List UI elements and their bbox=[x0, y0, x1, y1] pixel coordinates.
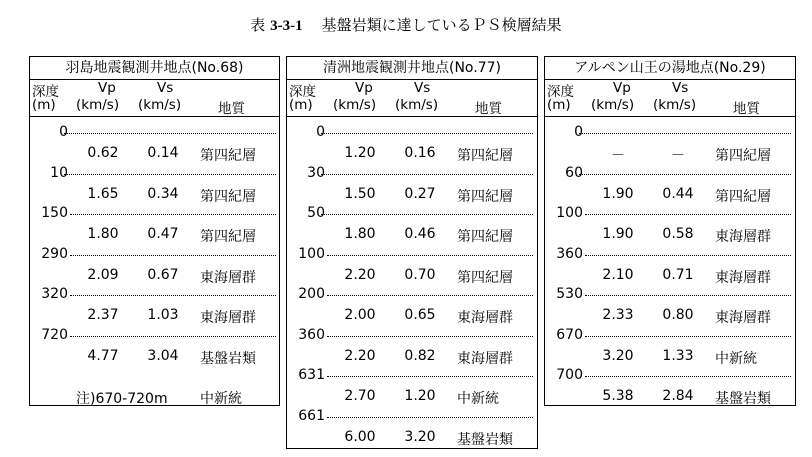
depth-label: 150 bbox=[41, 205, 68, 221]
vp-value: 2.70 bbox=[344, 388, 376, 404]
vp-value: 1.50 bbox=[344, 185, 376, 202]
header-depth: 深度 bbox=[32, 84, 59, 100]
geology-value: 東海層群 bbox=[715, 229, 771, 245]
vp-value: 2.09 bbox=[87, 266, 119, 283]
geology-value: 東海層群 bbox=[200, 310, 256, 326]
depth-boundary bbox=[579, 133, 791, 134]
depth-boundary bbox=[327, 376, 533, 377]
geology-value: 第四紀層 bbox=[715, 148, 771, 164]
header-vs: Vs bbox=[414, 80, 431, 96]
header-divider bbox=[287, 116, 537, 117]
header-vs-unit: (km/s) bbox=[653, 97, 697, 113]
geology-value: 東海層群 bbox=[457, 310, 513, 326]
header-vp: Vp bbox=[613, 80, 631, 96]
header-depth-unit: (m) bbox=[32, 97, 56, 113]
vs-value: 0.82 bbox=[404, 347, 436, 364]
depth-boundary bbox=[64, 133, 276, 134]
vp-value: 1.20 bbox=[344, 145, 376, 161]
vs-value: 0.47 bbox=[147, 226, 179, 242]
header-vp: Vp bbox=[98, 80, 116, 96]
panel-hashima bbox=[29, 56, 280, 406]
depth-boundary bbox=[327, 255, 533, 256]
vp-value: 6.00 bbox=[344, 428, 376, 445]
header-depth-unit: (m) bbox=[547, 97, 571, 113]
depth-boundary bbox=[327, 295, 533, 296]
depth-boundary bbox=[70, 295, 276, 296]
header-divider bbox=[30, 116, 279, 117]
note-geology: 中新統 bbox=[200, 391, 242, 407]
depth-boundary bbox=[585, 255, 791, 256]
geology-value: 第四紀層 bbox=[200, 188, 256, 205]
geology-value: 基盤岩類 bbox=[457, 431, 513, 448]
header-vp: Vp bbox=[355, 80, 373, 96]
depth-label: 670 bbox=[556, 326, 583, 343]
depth-boundary bbox=[585, 295, 791, 296]
depth-label: 0 bbox=[574, 124, 583, 140]
geology-value: 基盤岩類 bbox=[200, 350, 256, 367]
header-geology: 地質 bbox=[733, 101, 760, 117]
vs-value: 1.20 bbox=[404, 388, 436, 404]
header-depth: 深度 bbox=[547, 84, 574, 100]
depth-label: 200 bbox=[298, 286, 325, 302]
vs-value: 1.33 bbox=[662, 347, 694, 364]
depth-boundary bbox=[585, 214, 791, 215]
header-depth-unit: (m) bbox=[289, 97, 313, 113]
title-text: 基盤岩類に達しているＰＳ検層結果 bbox=[321, 16, 562, 34]
depth-label: 360 bbox=[298, 326, 325, 343]
vp-value: 4.77 bbox=[87, 347, 119, 364]
header-geology: 地質 bbox=[475, 101, 502, 117]
vp-value: 5.38 bbox=[602, 388, 634, 404]
vs-value: 0.58 bbox=[662, 226, 694, 242]
vp-value: 2.20 bbox=[344, 347, 376, 364]
geology-value: 中新統 bbox=[715, 350, 757, 367]
vp-value: 2.00 bbox=[344, 307, 376, 323]
depth-boundary bbox=[70, 255, 276, 256]
header-vs: Vs bbox=[672, 80, 689, 96]
header-divider bbox=[545, 116, 795, 117]
vp-value: 2.37 bbox=[87, 307, 119, 323]
vs-value: 0.65 bbox=[404, 307, 436, 323]
geology-value: 基盤岩類 bbox=[715, 391, 771, 407]
panel-kiyosu bbox=[286, 56, 538, 449]
vs-value: 3.04 bbox=[147, 347, 179, 364]
vp-value: 1.90 bbox=[602, 185, 634, 202]
vs-value: 0.44 bbox=[662, 185, 694, 202]
header-vs-unit: (km/s) bbox=[395, 97, 439, 113]
vp-value: 3.20 bbox=[602, 347, 634, 364]
geology-value: 第四紀層 bbox=[200, 148, 256, 164]
depth-boundary bbox=[64, 174, 276, 175]
depth-label: 700 bbox=[556, 367, 583, 383]
vs-value: 1.03 bbox=[147, 307, 179, 323]
depth-boundary bbox=[70, 336, 276, 337]
depth-boundary bbox=[585, 336, 791, 337]
geology-value: 東海層群 bbox=[715, 269, 771, 286]
geology-value: 東海層群 bbox=[715, 310, 771, 326]
depth-label: 360 bbox=[556, 245, 583, 262]
vs-value: 3.20 bbox=[404, 428, 436, 445]
depth-label: 661 bbox=[298, 407, 325, 424]
geology-value: 第四紀層 bbox=[715, 188, 771, 205]
geology-value: 中新統 bbox=[457, 391, 499, 407]
geology-value: 第四紀層 bbox=[457, 269, 513, 286]
geology-value: 東海層群 bbox=[200, 269, 256, 286]
depth-label: 320 bbox=[41, 286, 68, 302]
depth-boundary bbox=[579, 174, 791, 175]
vs-value: 0.67 bbox=[147, 266, 179, 283]
depth-boundary bbox=[585, 376, 791, 377]
vp-value: 1.80 bbox=[87, 226, 119, 242]
vp-value: 2.20 bbox=[344, 266, 376, 283]
depth-label: 10 bbox=[50, 164, 68, 181]
geology-value: 第四紀層 bbox=[200, 229, 256, 245]
vs-value: 0.70 bbox=[404, 266, 436, 283]
depth-label: 631 bbox=[298, 367, 325, 383]
header-depth: 深度 bbox=[289, 84, 316, 100]
geology-value: 東海層群 bbox=[457, 350, 513, 367]
depth-boundary bbox=[327, 336, 533, 337]
vs-value: － bbox=[671, 148, 685, 164]
depth-label: 720 bbox=[41, 326, 68, 343]
depth-label: 530 bbox=[556, 286, 583, 302]
vp-value: 2.10 bbox=[602, 266, 634, 283]
panel-title: 清洲地震観測井地点(No.77) bbox=[287, 57, 537, 80]
vp-value: 0.62 bbox=[87, 145, 119, 161]
vp-value: 1.90 bbox=[602, 226, 634, 242]
depth-boundary bbox=[327, 417, 533, 418]
header-vs: Vs bbox=[157, 80, 174, 96]
vs-value: 0.16 bbox=[404, 145, 436, 161]
header-vp-unit: (km/s) bbox=[591, 97, 635, 113]
vs-value: 0.27 bbox=[404, 185, 436, 202]
vs-value: 0.34 bbox=[147, 185, 179, 202]
vs-value: 2.84 bbox=[662, 388, 694, 404]
vs-value: 0.80 bbox=[662, 307, 694, 323]
depth-label: 60 bbox=[565, 164, 583, 181]
depth-label: 30 bbox=[307, 164, 325, 181]
header-geology: 地質 bbox=[218, 101, 245, 117]
depth-label: 290 bbox=[41, 245, 68, 262]
title-prefix: 表 bbox=[250, 16, 266, 34]
vp-value: 1.65 bbox=[87, 185, 119, 202]
depth-label: 50 bbox=[307, 205, 325, 221]
vs-value: 0.71 bbox=[662, 266, 694, 283]
vp-value: 2.33 bbox=[602, 307, 634, 323]
geology-value: 第四紀層 bbox=[457, 148, 513, 164]
vs-value: 0.14 bbox=[147, 145, 179, 161]
geology-value: 第四紀層 bbox=[457, 188, 513, 205]
header-vp-unit: (km/s) bbox=[333, 97, 377, 113]
depth-boundary bbox=[321, 133, 533, 134]
depth-label: 0 bbox=[59, 124, 68, 140]
panel-alpen bbox=[544, 56, 796, 406]
table-title bbox=[0, 14, 812, 35]
depth-label: 100 bbox=[298, 245, 325, 262]
depth-boundary bbox=[321, 174, 533, 175]
panel-title: 羽島地震観測井地点(No.68) bbox=[30, 57, 279, 80]
title-number: 3-3-1 bbox=[270, 18, 303, 34]
depth-boundary bbox=[70, 214, 276, 215]
vp-value: 1.80 bbox=[344, 226, 376, 242]
note-label: 注)670-720m bbox=[76, 391, 168, 407]
depth-boundary bbox=[321, 214, 533, 215]
vp-value: － bbox=[611, 148, 625, 164]
vs-value: 0.46 bbox=[404, 226, 436, 242]
header-vs-unit: (km/s) bbox=[138, 97, 182, 113]
panel-title: アルペン山王の湯地点(No.29) bbox=[545, 57, 795, 80]
depth-label: 0 bbox=[316, 124, 325, 140]
header-vp-unit: (km/s) bbox=[76, 97, 120, 113]
geology-value: 第四紀層 bbox=[457, 229, 513, 245]
depth-label: 100 bbox=[556, 205, 583, 221]
